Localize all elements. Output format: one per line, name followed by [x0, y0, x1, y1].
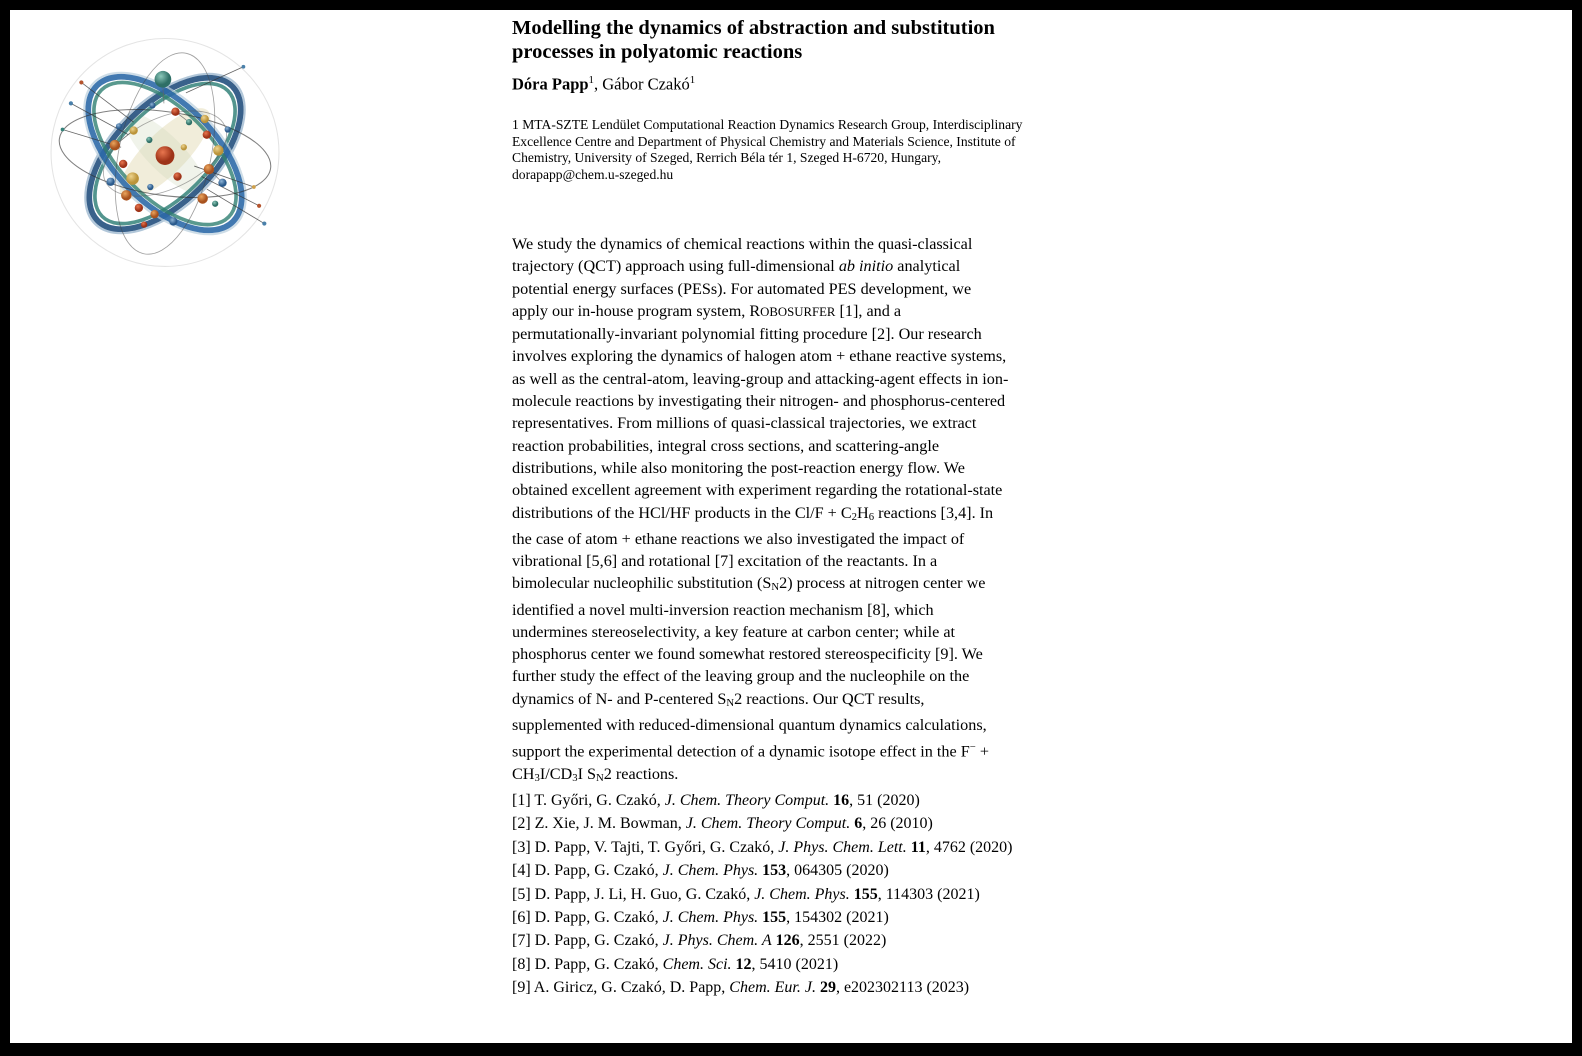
text-line: representatives. From millions of quasi-classical trajectories, we extract [512, 414, 977, 433]
text-line: molecule reactions by investigating their nitrogen- and phosphorus-centered [512, 392, 1006, 411]
text-line: [6] D. Papp, G. Czakó, J. Chem. Phys. 155, 154302 (2021) [512, 909, 889, 927]
text-line: as well as the central-atom, leaving-group and attacking-agent effects in ion- [512, 369, 1009, 388]
text-line: phosphorus center we found somewhat restored stereospecificity [9]. We [512, 645, 983, 664]
text-line: further study the effect of the leaving group and the nucleophile on the [512, 667, 970, 686]
text-line: bimolecular nucleophilic substitution (SN2) process at nitrogen center we [512, 574, 986, 594]
text-line: trajectory (QCT) approach using full-dimensional ab initio analytical [512, 257, 961, 276]
text-line: Excellence Centre and Department of Physical Chemistry and Materials Science, Institute of [512, 133, 1016, 149]
text-line: [9] A. Giricz, G. Czakó, D. Papp, Chem. Eur. J. 29, e202302113 (2023) [512, 979, 970, 997]
text-line: dorapapp@chem.u-szeged.hu [512, 166, 674, 182]
text-line: [4] D. Papp, G. Czakó, J. Chem. Phys. 153, 064305 (2020) [512, 862, 889, 880]
text-line: apply our in-house program system, ROBOSURFER [1], and a [512, 301, 902, 320]
abstract-text [512, 233, 1152, 789]
atom-illustration [50, 30, 280, 276]
text-line: distributions, while also monitoring the post-reaction energy flow. We [512, 458, 965, 477]
text-line: Modelling the dynamics of abstraction and substitution [512, 17, 995, 39]
text-line: supplemented with reduced-dimensional quantum dynamics calculations, [512, 716, 987, 734]
affiliation [512, 117, 1152, 183]
text-line: potential energy surfaces (PESs). For automated PES development, we [512, 279, 972, 298]
text-line: involves exploring the dynamics of halogen atom + ethane reactive systems, [512, 347, 1007, 366]
references-list [512, 789, 1152, 1000]
authors-line: Dóra Papp$^1$, Gábor Czakó$^1$ [512, 74, 696, 94]
paper-title [512, 16, 1152, 64]
text-line: identified a novel multi-inversion reaction mechanism [8], which [512, 600, 934, 619]
text-line: CH3I/CD3I SN2 reactions. [512, 764, 679, 784]
text-line: undermines stereoselectivity, a key feature at carbon center; while at [512, 622, 956, 641]
text-line: processes in polyatomic reactions [512, 41, 803, 63]
text-line: support the experimental detection of a dynamic isotope effect in the F− + [512, 741, 989, 761]
atom-illustration-svg [50, 30, 280, 276]
text-line: obtained excellent agreement with experiment regarding the rotational-state [512, 481, 1003, 500]
text-line: Chemistry, University of Szeged, Rerrich Béla tér 1, Szeged H-6720, Hungary, [512, 150, 941, 166]
text-line: dynamics of N- and P-centered SN2 reactions. Our QCT results, [512, 689, 925, 709]
text-line: We study the dynamics of chemical reactions within the quasi-classical [512, 235, 973, 253]
text-line: vibrational [5,6] and rotational [7] excitation of the reactants. In a [512, 552, 938, 571]
text-line: distributions of the HCl/HF products in the Cl/F + C2H6 reactions [3,4]. In [512, 503, 994, 523]
text-line: [3] D. Papp, V. Tajti, T. Győri, G. Czakó, J. Phys. Chem. Lett. 11, 4762 (2020) [512, 838, 1013, 856]
text-line: the case of atom + ethane reactions we also investigated the impact of [512, 529, 965, 548]
text-line: [8] D. Papp, G. Czakó, Chem. Sci. 12, 5410 (2021) [512, 955, 839, 973]
text-line: [7] D. Papp, G. Czakó, J. Phys. Chem. A 126, 2551 (2022) [512, 932, 887, 950]
text-line: reaction probabilities, integral cross sections, and scattering-angle [512, 436, 940, 455]
text-line: [5] D. Papp, J. Li, H. Guo, G. Czakó, J. Chem. Phys. 155, 114303 (2021) [512, 885, 980, 903]
text-line: [1] T. Győri, G. Czakó, J. Chem. Theory Comput. 16, 51 (2020) [512, 792, 920, 809]
text-line: 1 MTA-SZTE Lendület Computational Reaction Dynamics Research Group, Interdisciplinary [512, 117, 1023, 132]
text-line: [2] Z. Xie, J. M. Bowman, J. Chem. Theory Comput. 6, 26 (2010) [512, 815, 933, 833]
text-line: permutationally-invariant polynomial fitting procedure [2]. Our research [512, 325, 982, 344]
paper-page [10, 10, 1572, 1043]
